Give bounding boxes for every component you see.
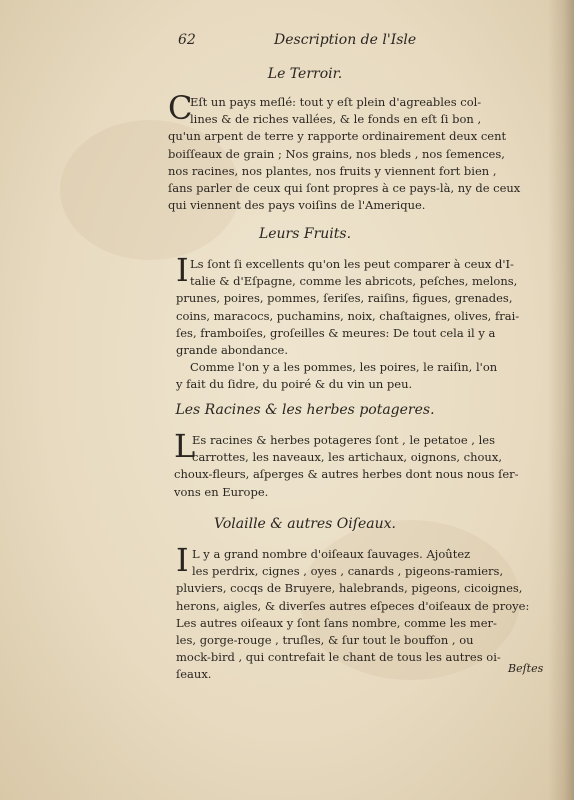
- drop-capital: I: [176, 251, 189, 289]
- text-line: boiſſeaux de grain ; Nos grains, nos bleds , nos ſemences,: [168, 146, 505, 161]
- text-line: coins, maracocs, puchamins, noix, chaſtaignes, olives, frai-: [176, 308, 520, 323]
- drop-capital: C: [168, 89, 193, 127]
- drop-capital: I: [176, 541, 189, 579]
- text-line: qui viennent des pays voiſins de l'Amerique.: [168, 198, 426, 213]
- text-line: lines & de riches vallées, & le fonds en eſt ſi bon ,: [190, 112, 482, 127]
- text-line: choux-fleurs, aſperges & autres herbes dont nous nous ſer-: [174, 467, 519, 482]
- section-heading-oiseaux: Volaille & autres Oiſeaux.: [214, 516, 396, 532]
- text-line: mock-bird , qui contrefait le chant de tous les autres oi-: [176, 650, 501, 665]
- text-line: ſeaux.: [176, 667, 212, 682]
- text-line: talie & d'Eſpagne, comme les abricots, peſches, melons,: [190, 274, 518, 289]
- paragraph-oiseaux: [176, 541, 542, 684]
- section-heading-racines: Les Racines & les herbes potageres.: [175, 402, 435, 418]
- text-line: pluviers, cocqs de Bruyere, halebrands, pigeons, cicoignes,: [176, 581, 523, 596]
- text-line: vons en Europe.: [174, 484, 269, 499]
- gutter-shadow: [548, 0, 574, 800]
- text-line: Ls ſont ſi excellents qu'on les peut comparer à ceux d'I-: [190, 257, 514, 271]
- text-line: les, gorge-rouge , truſles, & ſur tout le bouffon , ou: [176, 632, 474, 647]
- running-head: [178, 32, 478, 52]
- text-line: Eſt un pays meſlé: tout y eſt plein d'agreables col-: [190, 95, 482, 109]
- paragraph-racines: [174, 427, 542, 501]
- page-number: 62: [178, 32, 196, 48]
- paragraph-terroir: [168, 89, 540, 214]
- text-line: nos racines, nos plantes, nos fruits y viennent fort bien ,: [168, 163, 497, 178]
- text-line: les perdrix, cignes , oyes , canards , pigeons-ramiers,: [192, 564, 504, 579]
- text-line: y fait du ſidre, du poiré & du vin un peu.: [176, 377, 413, 392]
- text-line: ſes, framboiſes, groſeilles & meures: De tout cela il y a: [176, 325, 496, 340]
- text-line: Comme l'on y a les pommes, les poires, le raiſin, l'on: [190, 360, 498, 375]
- text-line: L y a grand nombre d'oiſeaux ſauvages. Ajoûtez: [192, 547, 471, 561]
- paragraph-fruits: [176, 251, 540, 394]
- catchword: Beſtes: [508, 662, 544, 675]
- section-heading-terroir: Le Terroir.: [267, 66, 343, 82]
- text-line: Les autres oiſeaux y ſont ſans nombre, comme les mer-: [176, 615, 497, 630]
- text-line: ſans parler de ceux qui ſont propres à ce pays-là, ny de ceux: [168, 180, 521, 195]
- drop-capital: L: [174, 427, 196, 465]
- running-title: Description de l'Isle: [274, 32, 417, 48]
- text-line: Es racines & herbes potageres ſont , le petatoe , les: [192, 433, 495, 447]
- text-line: qu'un arpent de terre y rapporte ordinairement deux cent: [168, 129, 507, 144]
- text-line: herons, aigles, & diverſes autres eſpeces d'oiſeaux de proye:: [176, 598, 530, 613]
- section-heading-fruits: Leurs Fruits.: [258, 226, 352, 242]
- text-line: carrottes, les naveaux, les artichaux, oignons, choux,: [192, 450, 502, 465]
- text-line: prunes, poires, pommes, ſeriſes, raiſins, figues, grenades,: [176, 291, 513, 306]
- text-line: grande abondance.: [176, 342, 289, 357]
